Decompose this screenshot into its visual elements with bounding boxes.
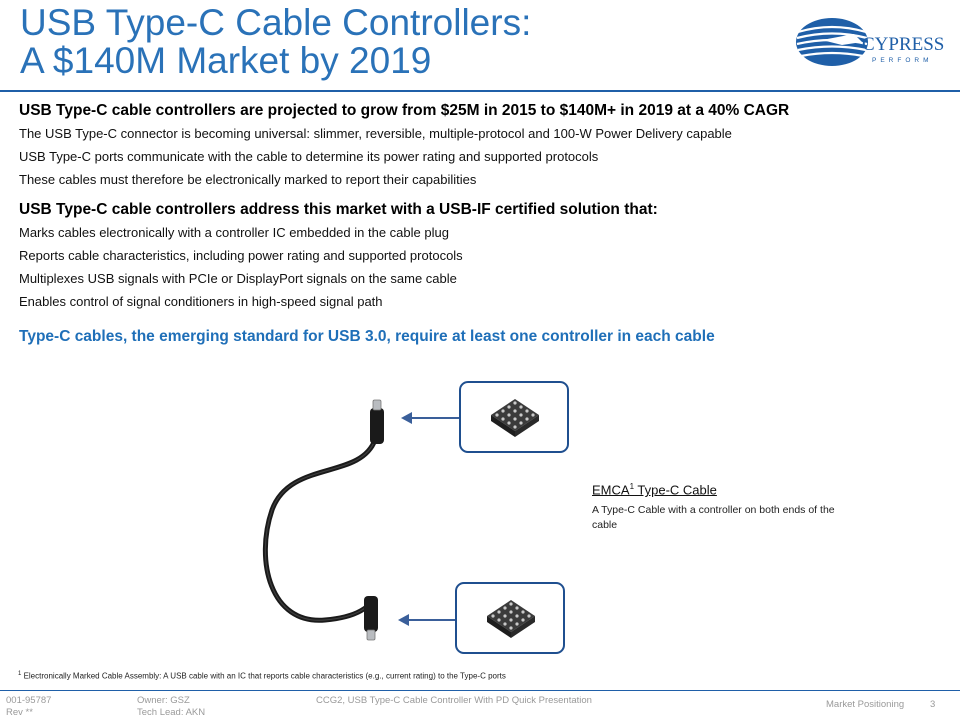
footer-doc-title: CCG2, USB Type-C Cable Controller With PD Quick Presentation bbox=[316, 695, 592, 706]
arrow-left-icon bbox=[397, 612, 457, 628]
usb-c-cable-image bbox=[250, 400, 410, 660]
cypress-logo bbox=[792, 12, 945, 82]
emca-title bbox=[592, 478, 852, 499]
section-market bbox=[19, 100, 949, 191]
bullet-item: The USB Type-C connector is becoming universal: slimmer, reversible, multiple-protocol and 100-W Power Delivery capable bbox=[19, 126, 732, 141]
svg-text:PERFORM: PERFORM bbox=[872, 57, 933, 64]
title-line-2: A $140M Market by 2019 bbox=[20, 40, 432, 81]
bga-chip-icon bbox=[483, 594, 539, 642]
top-connector bbox=[370, 400, 384, 444]
section-solution bbox=[19, 199, 949, 313]
svg-text:CYPRESS: CYPRESS bbox=[862, 34, 945, 55]
page-number: 3 bbox=[930, 699, 936, 710]
bullet-item: Reports cable characteristics, including power rating and supported protocols bbox=[19, 248, 463, 263]
slide-body bbox=[19, 100, 949, 364]
footer-owner-name: Owner: GSZ bbox=[137, 695, 190, 706]
bottom-connector bbox=[364, 596, 378, 640]
section-solution-bullets bbox=[19, 221, 949, 313]
emca-description: A Type-C Cable with a controller on both ends of the cable bbox=[592, 504, 835, 532]
footnote-marker: 1 bbox=[18, 671, 22, 677]
bullet-item: Enables control of signal conditioners in high-speed signal path bbox=[19, 294, 383, 309]
section-market-heading: USB Type-C cable controllers are projected to grow from $25M in 2015 to $140M+ in 2019 at a 40% CAGR bbox=[19, 102, 790, 119]
emca-label bbox=[592, 478, 852, 533]
footer-section: Market Positioning bbox=[826, 699, 905, 710]
footer-doc-number: 001-95787 bbox=[6, 695, 52, 706]
bullet-item: Multiplexes USB signals with PCIe or DisplayPort signals on the same cable bbox=[19, 271, 457, 286]
emca-title-suffix: Type-C Cable bbox=[634, 482, 717, 498]
footer-revision: Rev ** bbox=[6, 707, 33, 718]
bullet-item: Marks cables electronically with a controller IC embedded in the cable plug bbox=[19, 225, 449, 240]
bullet-item: These cables must therefore be electronically marked to report their capabilities bbox=[19, 172, 477, 187]
bga-chip-icon bbox=[487, 393, 543, 441]
emca-footnote-ref: 1 bbox=[629, 482, 635, 491]
controller-chip-box-bottom bbox=[455, 582, 565, 654]
footnote bbox=[18, 671, 506, 681]
section-solution-heading: USB Type-C cable controllers address this market with a USB-IF certified solution that: bbox=[19, 201, 658, 218]
callout-statement: Type-C cables, the emerging standard for USB 3.0, require at least one controller in each cable bbox=[19, 328, 715, 345]
footer-doc-id bbox=[6, 695, 51, 719]
title-line-1: USB Type-C Cable Controllers: bbox=[20, 2, 532, 43]
title-divider bbox=[0, 90, 960, 92]
arrow-left-icon bbox=[400, 410, 460, 426]
footer-divider bbox=[0, 690, 960, 691]
section-market-bullets bbox=[19, 122, 949, 191]
emca-title-prefix: EMCA bbox=[592, 482, 630, 498]
bullet-item: USB Type-C ports communicate with the cable to determine its power rating and supported protocols bbox=[19, 149, 599, 164]
controller-chip-box-top bbox=[459, 381, 569, 453]
footnote-text: Electronically Marked Cable Assembly: A USB cable with an IC that reports cable characteristics (e.g., current rating) to the Type-C ports bbox=[21, 671, 506, 681]
footer-owner bbox=[137, 695, 205, 719]
cypress-logo-icon bbox=[792, 12, 945, 82]
footer-tech-lead: Tech Lead: AKN bbox=[137, 707, 206, 718]
slide-title bbox=[20, 4, 760, 80]
